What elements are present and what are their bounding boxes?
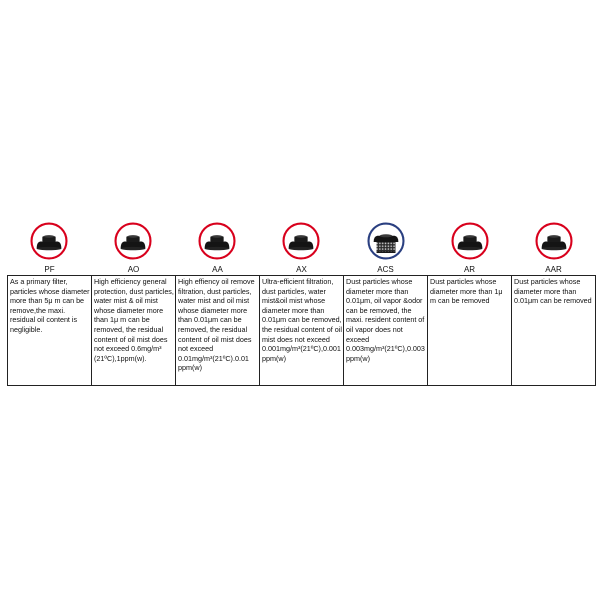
black-rubber-seal-red-rim-icon	[30, 222, 68, 260]
description-cell: Dust particles whose diameter more than 1μ m can be removed	[428, 276, 512, 386]
black-rubber-seal-red-rim-icon	[451, 222, 489, 260]
filter-icons-row	[7, 218, 596, 264]
description-cell: High efficiency general protection, dust particles, water mist & oil mist whose diameter more than 1μ m can be removed, the residual content of oil mist does not exceed 0.6mg/m³ (21ºC),1ppm(w).	[92, 276, 176, 386]
black-rubber-seal-red-rim-icon	[198, 222, 236, 260]
icon-cell-ao	[91, 218, 175, 264]
column-header: ACS	[377, 265, 394, 274]
column-header: AX	[296, 265, 307, 274]
icon-cell-ar	[428, 218, 512, 264]
filter-spec-table	[7, 265, 596, 386]
header-row	[8, 265, 596, 276]
column-header: PF	[44, 265, 55, 274]
column-header: AA	[212, 265, 223, 274]
column-header: AO	[127, 265, 140, 274]
icon-cell-pf	[7, 218, 91, 264]
icon-cell-ax	[259, 218, 343, 264]
carbon-seal-blue-rim-icon	[367, 222, 405, 260]
description-cell: As a primary filter, particles whose diameter more than 5μ m can be remove,the maxi. residual oil content is negligible.	[8, 276, 92, 386]
description-cell: Ultra-efficient filtration, dust particles, water mist&oil mist whose diameter more than 0.01μm can be removed, the residual content of oil mist does not exceed 0.001mg/m³(21ºC),0.001ppm(w)	[260, 276, 344, 386]
description-cell: High effiency oil remove filtration, dust particles, water mist and oil mist whose diameter more than 0.01μm can be removed, the residual content of oil mist does not exceed 0.01mg/m³(21ºC).0.01 ppm(w)	[176, 276, 260, 386]
description-cell: Dust particles whose diameter more than 0.01μm, oil vapor &odor can be removed, the maxi. resident content of oil vapor does not exceed 0.003mg/m³(21ºC),0.003ppm(w)	[344, 276, 428, 386]
icon-cell-aar	[512, 218, 596, 264]
column-header: AAR	[545, 265, 562, 274]
black-rubber-seal-red-rim-icon	[114, 222, 152, 260]
description-cell: Dust particles whose diameter more than 0.01μm can be removed	[512, 276, 596, 386]
black-rubber-seal-red-rim-icon	[282, 222, 320, 260]
column-header: AR	[463, 265, 476, 274]
icon-cell-acs	[344, 218, 428, 264]
black-rubber-seal-red-rim-icon	[535, 222, 573, 260]
icon-cell-aa	[175, 218, 259, 264]
table-row	[8, 276, 596, 386]
